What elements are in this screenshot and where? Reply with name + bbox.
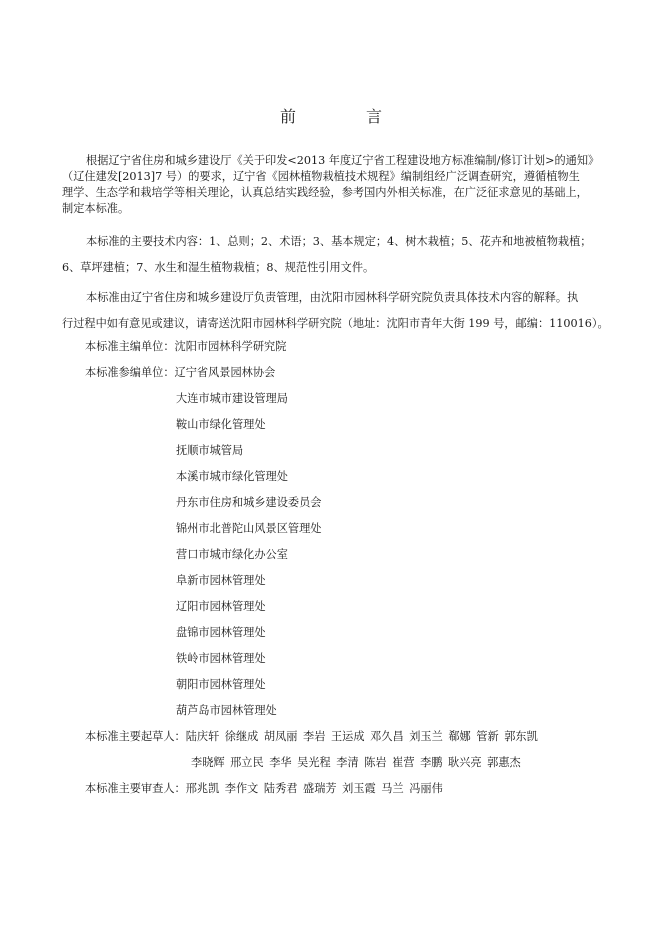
paragraph-line: 6、草坪建植；7、水生和湿生植物栽植；8、规范性引用文件。 (62, 261, 375, 274)
paragraph-line: 本标准的主要技术内容：1、总则；2、术语；3、基本规定；4、树木栽植；5、花卉和地被植物栽植； (86, 235, 592, 248)
participating-unit: 丹东市住房和城乡建设委员会 (176, 496, 322, 509)
participating-unit: 盘锦市园林管理处 (176, 626, 266, 639)
participating-unit: 本溪市城市绿化管理处 (176, 470, 288, 483)
page-title (0, 104, 662, 127)
paragraph-line: 根据辽宁省住房和城乡建设厅《关于印发<2013 年度辽宁省工程建设地方标准编制/修订计划>的通知》 (86, 154, 600, 167)
main-drafters-line-2: 李晓辉 邢立民 李华 吴光程 李清 陈岩 崔营 李鹏 耿兴亮 郭惠杰 (191, 756, 521, 769)
participating-unit: 营口市城市绿化办公室 (176, 548, 288, 561)
participating-unit: 阜新市园林管理处 (176, 574, 266, 587)
participating-unit: 铁岭市园林管理处 (176, 652, 266, 665)
paragraph-technical-content (62, 235, 612, 281)
chief-editing-unit: 本标准主编单位：沈阳市园林科学研究院 (85, 340, 287, 353)
participating-unit: 鞍山市绿化管理处 (176, 418, 266, 431)
paragraph-line: 本标准由辽宁省住房和城乡建设厅负责管理，由沈阳市园林科学研究院负责具体技术内容的解释。执 (86, 291, 579, 304)
participating-unit: 辽阳市园林管理处 (176, 600, 266, 613)
paragraph-management (62, 285, 612, 337)
participating-unit: 大连市城市建设管理局 (176, 392, 288, 405)
participating-unit: 葫芦岛市园林管理处 (176, 704, 277, 717)
paragraph-line: 行过程中如有意见或建议，请寄送沈阳市园林科学研究院（地址：沈阳市青年大街 199 号，邮编：110016）。 (62, 317, 609, 330)
paragraph-line: 理学、生态学和栽培学等相关理论，认真总结实践经验，参考国内外相关标准，在广泛征求意见的基础上， (62, 186, 588, 199)
main-reviewers: 本标准主要审查人：邢兆凯 李作文 陆秀君 盛瑞芳 刘玉霞 马兰 冯丽伟 (85, 782, 443, 795)
paragraph-line: 制定本标准。 (62, 202, 130, 215)
title-char-2: 言 (366, 107, 383, 126)
participating-units-label: 本标准参编单位：辽宁省风景园林协会 (85, 366, 276, 379)
paragraph-line: （辽住建发[2013]7 号）的要求，辽宁省《园林植物栽植技术规程》编制组经广泛调查研究，遵循植物生 (62, 170, 580, 183)
participating-unit: 朝阳市园林管理处 (176, 678, 266, 691)
participating-unit: 抚顺市城管局 (176, 444, 244, 457)
title-char-1: 前 (279, 107, 296, 126)
participating-unit: 锦州市北普陀山风景区管理处 (176, 522, 322, 535)
paragraph-background (62, 153, 612, 217)
main-drafters-line-1: 本标准主要起草人：陆庆轩 徐继成 胡凤丽 李岩 王运成 邓久昌 刘玉兰 郗娜 管新 郭东凯 (85, 730, 538, 743)
